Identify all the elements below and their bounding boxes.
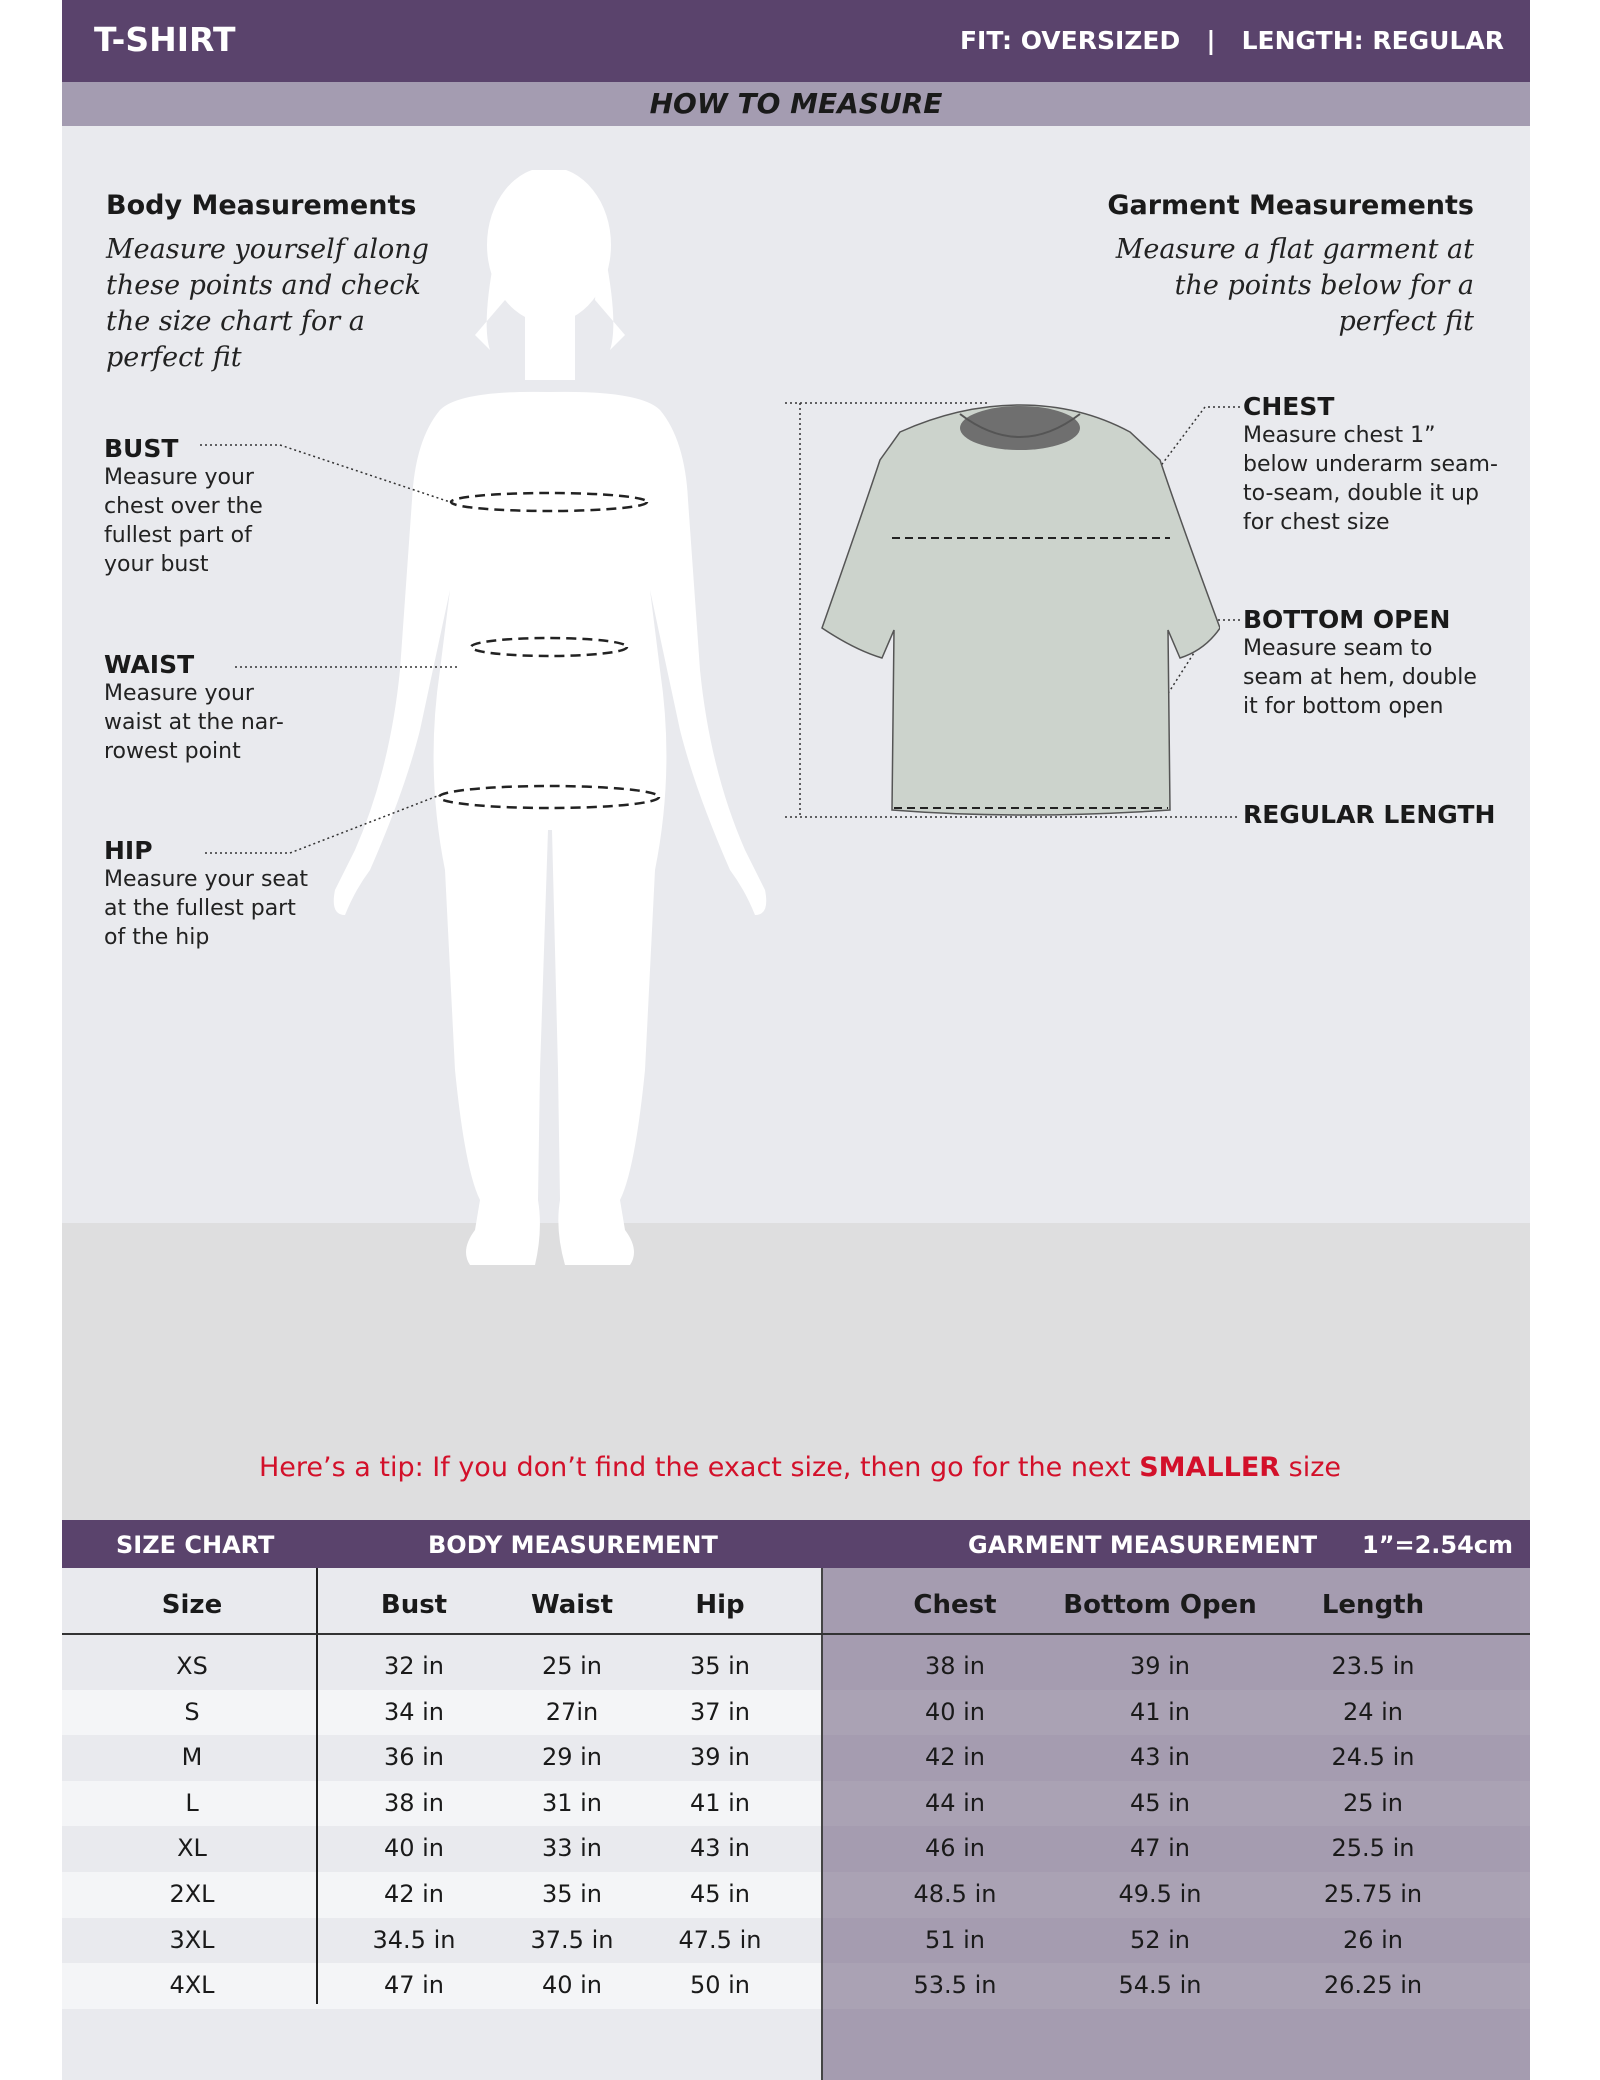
cell-length: 26.25 in <box>1323 1971 1423 2000</box>
how-to-measure-heading: HOW TO MEASURE <box>62 82 1530 126</box>
cell-hip: 43 in <box>689 1834 751 1863</box>
table-row <box>62 1872 1530 1918</box>
cell-bust: 42 in <box>383 1880 445 1908</box>
cell-bust: 36 in <box>383 1743 445 1772</box>
hip-desc: Measure your seat at the fullest part of the hip <box>104 867 309 950</box>
sizing-tip <box>0 1452 1600 1483</box>
cell-bottom-open: 41 in <box>1129 1697 1191 1726</box>
body-measurement-group: BODY MEASUREMENT <box>428 1531 718 1559</box>
table-row <box>62 1963 1530 2009</box>
waist-point <box>104 650 294 766</box>
cell-bust: 34 in <box>383 1697 445 1726</box>
hip-point <box>104 836 319 952</box>
bust-point <box>104 434 284 579</box>
product-title: T-SHIRT <box>94 20 236 59</box>
cell-bust: 47 in <box>383 1971 445 2000</box>
cell-chest: 53.5 in <box>913 1971 997 2000</box>
col-bottom-open: Bottom Open <box>1063 1590 1257 1620</box>
cell-hip: 35 in <box>689 1652 751 1680</box>
col-waist: Waist <box>530 1590 614 1620</box>
cell-bottom-open: 39 in <box>1129 1652 1191 1680</box>
cell-hip: 39 in <box>689 1743 751 1772</box>
table-row <box>62 1644 1530 1690</box>
conversion-note: 1”=2.54cm <box>1362 1531 1514 1559</box>
col-length: Length <box>1321 1590 1425 1620</box>
hip-label: HIP <box>104 836 153 865</box>
waist-label: WAIST <box>104 650 195 679</box>
cell-length: 25.5 in <box>1331 1834 1415 1863</box>
chest-point <box>1243 392 1503 537</box>
cell-waist: 31 in <box>541 1788 603 1817</box>
cell-waist: 25 in <box>541 1652 603 1680</box>
cell-bottom-open: 49.5 in <box>1118 1880 1202 1908</box>
size-chart-title: SIZE CHART <box>116 1531 275 1559</box>
cell-waist: 35 in <box>541 1880 603 1908</box>
cell-hip: 50 in <box>689 1971 751 2000</box>
fit-label: FIT: OVERSIZED <box>959 26 1181 55</box>
length-label: LENGTH: REGULAR <box>1241 26 1504 55</box>
cell-waist: 33 in <box>541 1834 603 1863</box>
table-row <box>62 1735 1530 1781</box>
table-row <box>62 1781 1530 1827</box>
bottom-open-desc: Measure seam to seam at hem, double it for bottom open <box>1243 636 1477 719</box>
cell-bottom-open: 45 in <box>1129 1788 1191 1817</box>
header-rule <box>62 1633 1530 1635</box>
cell-length: 25.75 in <box>1323 1880 1423 1908</box>
cell-chest: 44 in <box>924 1788 986 1817</box>
separator: | <box>1206 26 1216 55</box>
table-row <box>62 1826 1530 1872</box>
cell-chest: 40 in <box>924 1697 986 1726</box>
cell-size: S <box>184 1697 200 1726</box>
chest-desc: Measure chest 1” below underarm seam-to-seam, double it up for chest size <box>1243 423 1498 535</box>
col-bust: Bust <box>380 1590 448 1620</box>
col-size: Size <box>161 1590 223 1620</box>
cell-size: 4XL <box>169 1971 215 2000</box>
cell-length: 25 in <box>1342 1788 1404 1817</box>
bottom-open-point <box>1243 605 1493 721</box>
cell-chest: 38 in <box>924 1652 986 1680</box>
tip-suffix: size <box>1280 1452 1342 1483</box>
garment-measurement-group: GARMENT MEASUREMENT <box>968 1531 1318 1559</box>
cell-size: L <box>185 1788 199 1817</box>
cell-length: 26 in <box>1342 1925 1404 1954</box>
cell-bust: 34.5 in <box>372 1925 456 1954</box>
cell-hip: 41 in <box>689 1788 751 1817</box>
bottom-open-label: BOTTOM OPEN <box>1243 605 1451 634</box>
body-measurements-heading: Body Measurements <box>106 190 417 221</box>
cell-size: XS <box>176 1652 208 1680</box>
table-row <box>62 1918 1530 1964</box>
cell-waist: 40 in <box>541 1971 603 2000</box>
cell-length: 24.5 in <box>1331 1743 1415 1772</box>
tip-emphasis: SMALLER <box>1139 1452 1281 1483</box>
cell-hip: 47.5 in <box>678 1925 762 1954</box>
cell-chest: 51 in <box>924 1925 986 1954</box>
cell-bust: 38 in <box>383 1788 445 1817</box>
cell-chest: 48.5 in <box>913 1880 997 1908</box>
body-measurements-intro: Measure yourself along these points and check the size chart for a perfect fit <box>106 234 429 373</box>
col-chest: Chest <box>913 1590 997 1620</box>
cell-length: 24 in <box>1342 1697 1404 1726</box>
garment-measurements-intro: Measure a flat garment at the points below for a perfect fit <box>1115 234 1474 337</box>
cell-waist: 27in <box>545 1697 599 1726</box>
cell-waist: 29 in <box>541 1743 603 1772</box>
chest-label: CHEST <box>1243 392 1335 421</box>
cell-bottom-open: 52 in <box>1129 1925 1191 1954</box>
cell-bottom-open: 54.5 in <box>1118 1971 1202 2000</box>
cell-bottom-open: 43 in <box>1129 1743 1191 1772</box>
cell-size: 3XL <box>169 1925 215 1954</box>
table-row <box>62 1690 1530 1736</box>
cell-bust: 32 in <box>383 1652 445 1680</box>
size-chart-header <box>62 1520 1530 1568</box>
cell-bottom-open: 47 in <box>1129 1834 1191 1863</box>
garment-measurements-heading: Garment Measurements <box>1107 190 1474 221</box>
section-divider <box>821 1568 823 2080</box>
cell-hip: 37 in <box>689 1697 751 1726</box>
cell-waist: 37.5 in <box>530 1925 614 1954</box>
tip-text: Here’s a tip: If you don’t find the exact size, then go for the next <box>258 1452 1140 1483</box>
bust-label: BUST <box>104 434 179 463</box>
cell-size: M <box>181 1743 203 1772</box>
regular-length-label: REGULAR LENGTH <box>1243 800 1496 829</box>
cell-size: 2XL <box>169 1880 215 1908</box>
cell-bust: 40 in <box>383 1834 445 1863</box>
cell-size: XL <box>177 1834 207 1863</box>
cell-chest: 46 in <box>924 1834 986 1863</box>
tshirt-illustration <box>820 400 1220 820</box>
bust-desc: Measure your chest over the fullest part of your bust <box>104 465 263 577</box>
waist-desc: Measure your waist at the nar-rowest point <box>104 681 284 764</box>
col-hip: Hip <box>695 1590 745 1620</box>
cell-hip: 45 in <box>689 1880 751 1908</box>
cell-length: 23.5 in <box>1331 1652 1415 1680</box>
cell-chest: 42 in <box>924 1743 986 1772</box>
